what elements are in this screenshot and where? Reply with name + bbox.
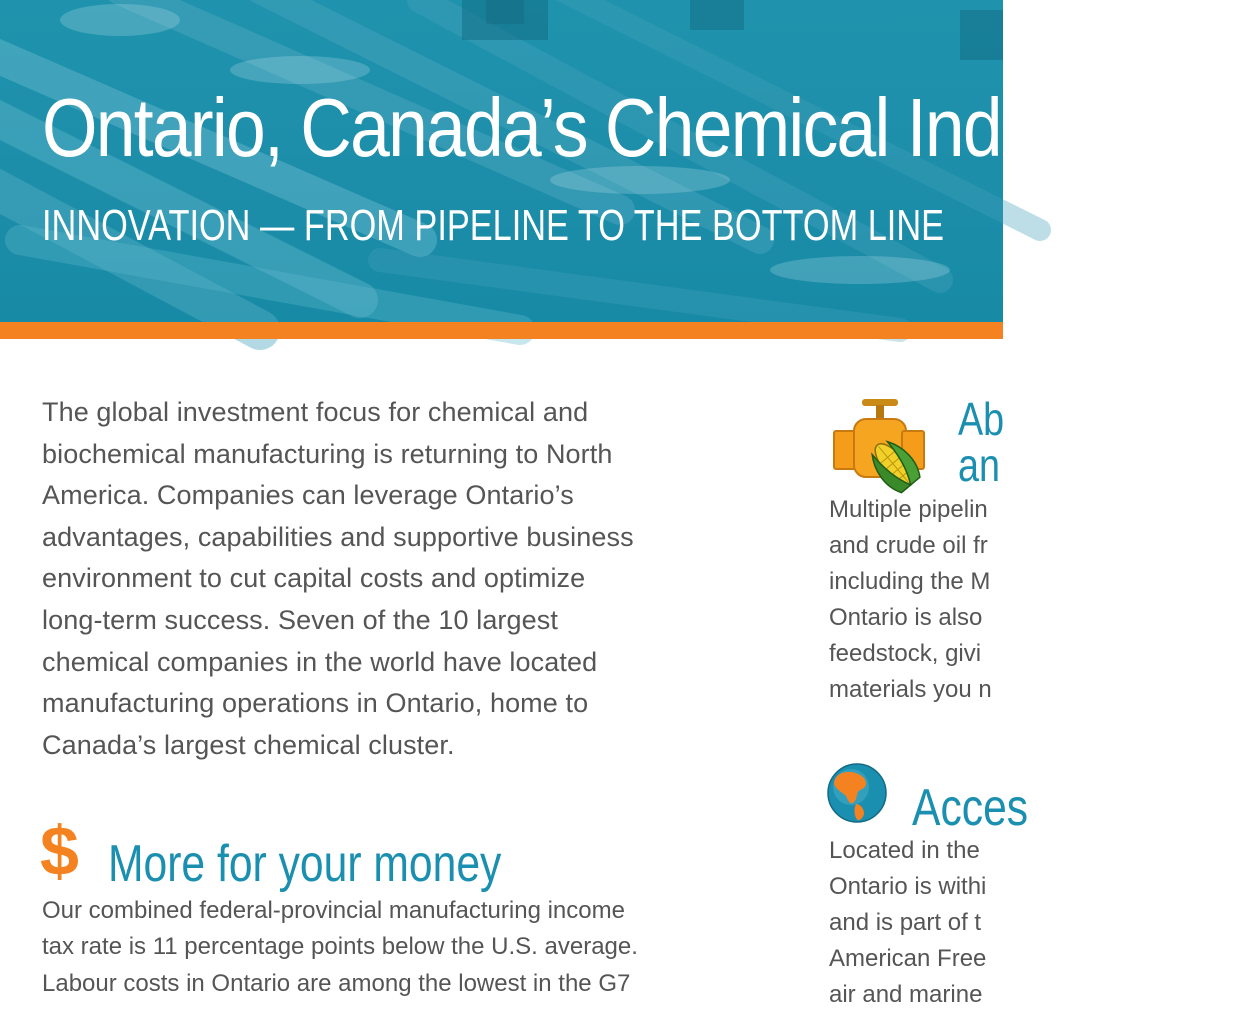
access-text-line: Located in the	[829, 837, 980, 864]
feedstock-text-line: Ontario is also	[829, 604, 983, 631]
feedstock-heading-line: Ab	[958, 393, 1005, 445]
access-text-line: air and marine	[829, 981, 983, 1008]
orange-divider	[0, 322, 1003, 339]
pipeline-valve-corn-icon	[832, 395, 928, 495]
intro-line: chemical companies in the world have located	[42, 646, 598, 677]
intro-line: manufacturing operations in Ontario, home to	[42, 688, 589, 719]
access-text-line: Ontario is withi	[829, 873, 987, 900]
intro-line: America. Companies can leverage Ontario’s	[42, 480, 574, 511]
feedstock-text-line: Multiple pipelin	[829, 496, 988, 523]
feedstock-section-heading	[958, 393, 1204, 491]
money-text-line: Labour costs in Ontario are among the lowest in the G7	[42, 969, 631, 997]
feedstock-text-line: feedstock, givi	[829, 640, 982, 667]
access-text-line: American Free	[829, 945, 987, 972]
feedstock-text-line: materials you n	[829, 676, 992, 703]
feedstock-text-line: and crude oil fr	[829, 532, 988, 559]
globe-americas-icon	[826, 762, 888, 824]
right-column	[826, 380, 1029, 1008]
intro-paragraph	[42, 392, 742, 766]
feedstock-text-line: including the M	[829, 568, 991, 595]
intro-line: long-term success. Seven of the 10 largest	[42, 604, 558, 635]
access-section-text	[829, 833, 1249, 1013]
feedstock-heading-line: an	[958, 439, 1000, 491]
money-section-text	[42, 893, 742, 1002]
intro-line: The global investment focus for chemical and	[42, 397, 589, 427]
header-banner	[0, 0, 1003, 322]
page-subtitle: INNOVATION — FROM PIPELINE TO THE BOTTOM LINE	[42, 201, 944, 250]
money-section-heading: More for your money	[108, 835, 502, 893]
access-section-heading: Acces	[912, 779, 1029, 837]
intro-line: environment to cut capital costs and optimize	[42, 563, 586, 594]
feedstock-section-text	[829, 492, 1249, 708]
intro-line: Canada’s largest chemical cluster.	[42, 729, 455, 760]
access-text-line: and is part of t	[829, 909, 982, 936]
dollar-sign-icon: $	[40, 812, 79, 890]
money-text-line: Our combined federal-provincial manufacturing income	[42, 897, 625, 924]
money-text-line: tax rate is 11 percentage points below the U.S. average.	[42, 933, 638, 961]
intro-line: advantages, capabilities and supportive business	[42, 521, 634, 552]
page-title: Ontario, Canada’s Chemical Ind	[42, 81, 1001, 174]
intro-line: biochemical manufacturing is returning to North	[42, 438, 613, 469]
